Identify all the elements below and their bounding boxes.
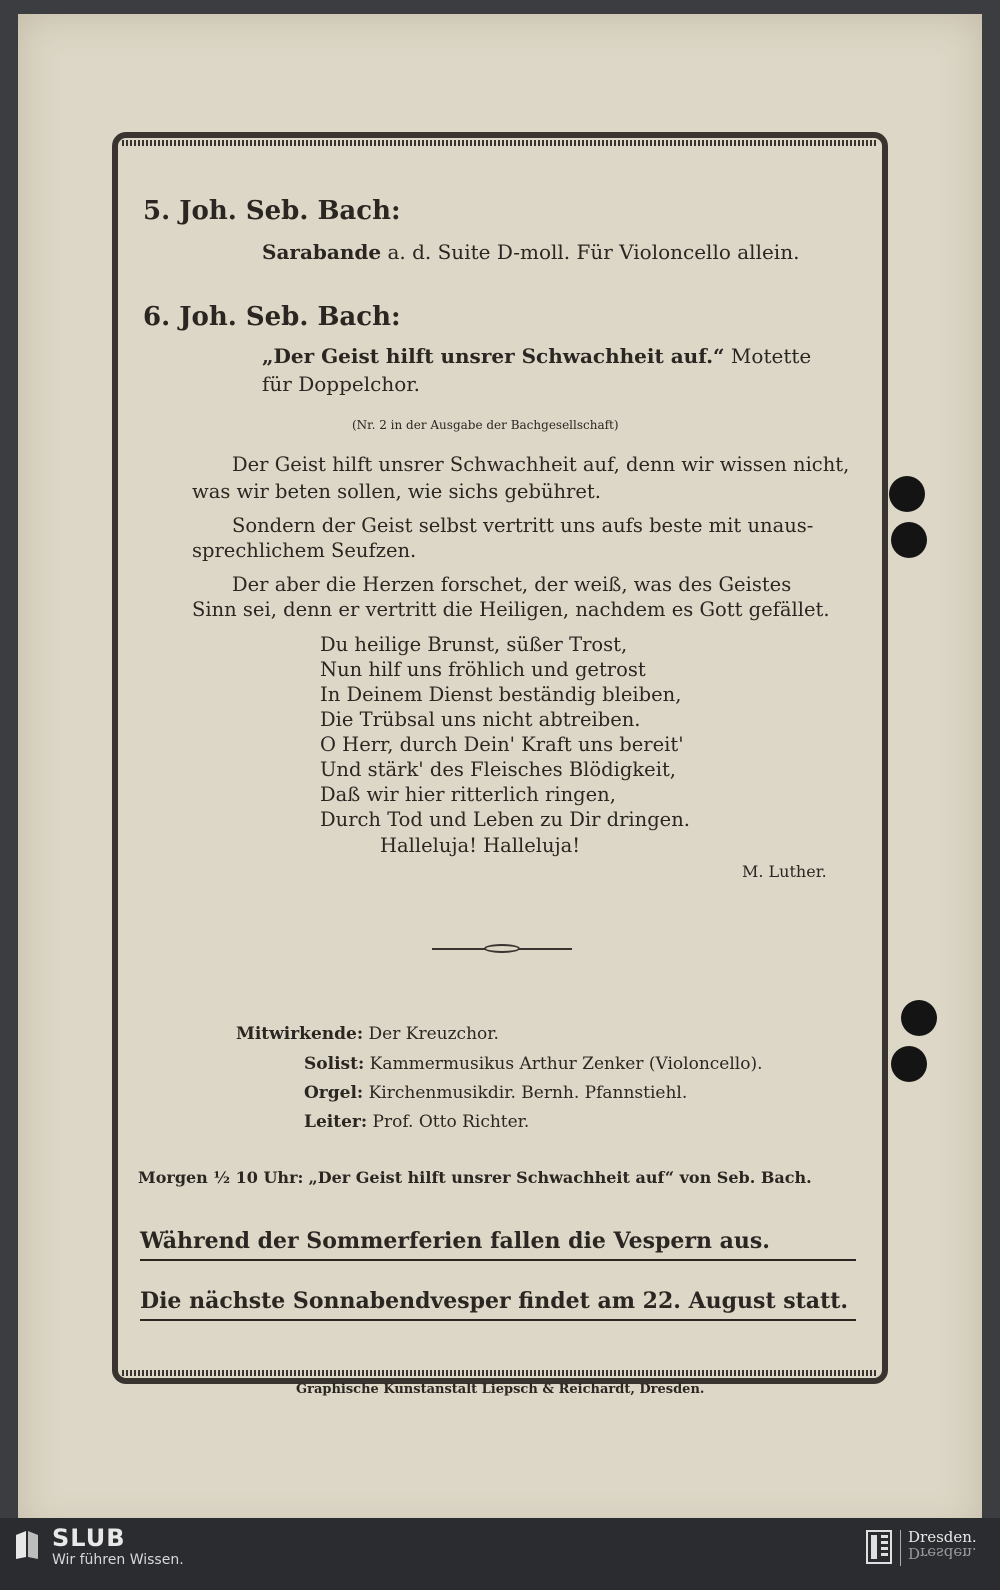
- leiter-value: Prof. Otto Richter.: [372, 1112, 530, 1132]
- verse-line: O Herr, durch Dein' Kraft uns bereit': [320, 733, 684, 756]
- author: M. Luther.: [742, 862, 827, 881]
- tomorrow-announcement: [138, 1168, 812, 1187]
- item6-note: (Nr. 2 in der Ausgabe der Bachgesellschaft): [352, 418, 619, 432]
- halleluja: Halleluja! Halleluja!: [380, 834, 581, 857]
- summer-announcement: Während der Sommerferien fallen die Vespern aus.: [140, 1228, 770, 1254]
- tomorrow-time: Morgen ½ 10 Uhr:: [138, 1168, 304, 1187]
- item6-title-bold: „Der Geist hilft unsrer Schwachheit auf.“: [262, 344, 725, 368]
- item5-heading: 5. Joh. Seb. Bach:: [143, 196, 401, 226]
- verse-line: Durch Tod und Leben zu Dir dringen.: [320, 808, 690, 831]
- orgel-value: Kirchenmusikdir. Bernh. Pfannstiehl.: [368, 1083, 688, 1103]
- item5-title: Sarabande: [262, 240, 382, 264]
- item6-title-rest: Motette: [730, 344, 812, 368]
- verse-line: Die Trübsal uns nicht abtreiben.: [320, 708, 641, 731]
- mitwirkende-value: Der Kreuzchor.: [368, 1024, 499, 1044]
- item5-line: [262, 240, 799, 264]
- dresden-crest-icon: [866, 1530, 892, 1564]
- item6-title-line1: [262, 344, 811, 368]
- item6-title-line2: für Doppelchor.: [262, 372, 420, 396]
- verse-line: Du heilige Brunst, süßer Trost,: [320, 633, 628, 656]
- orgel-label: Orgel:: [304, 1083, 364, 1103]
- next-vesper-announcement: Die nächste Sonnabendvesper findet am 22. August statt.: [140, 1288, 849, 1314]
- divider-ornament: [432, 944, 572, 954]
- para1-line1: Der Geist hilft unsrer Schwachheit auf, denn wir wissen nicht,: [232, 453, 850, 476]
- verse-line: Nun hilf uns fröhlich und getrost: [320, 658, 646, 681]
- orgel-line: [304, 1083, 687, 1103]
- dresden-name[interactable]: Dresden.: [908, 1528, 977, 1546]
- punch-hole: [891, 1046, 927, 1082]
- punch-hole: [891, 522, 927, 558]
- slub-tagline: Wir führen Wissen.: [52, 1552, 184, 1568]
- leiter-label: Leiter:: [304, 1112, 368, 1132]
- summer-underline: [140, 1259, 856, 1261]
- solist-value: Kammermusikus Arthur Zenker (Violoncello).: [369, 1054, 763, 1074]
- footer-bar: [0, 1518, 1000, 1590]
- para2-line2: sprechlichem Seufzen.: [192, 539, 417, 562]
- solist-line: [304, 1054, 763, 1074]
- para3-line2: Sinn sei, denn er vertritt die Heiligen, nachdem es Gott gefället.: [192, 598, 830, 621]
- leiter-line: [304, 1112, 529, 1132]
- para1-line2: was wir beten sollen, wie sichs gebühret.: [192, 480, 601, 503]
- solist-label: Solist:: [304, 1054, 365, 1074]
- next-vesper-underline: [140, 1319, 856, 1321]
- slub-book-icon: [14, 1529, 40, 1561]
- mitwirkende-label: Mitwirkende:: [236, 1024, 364, 1044]
- footer-separator: [900, 1530, 901, 1566]
- para2-line1: Sondern der Geist selbst vertritt uns aufs beste mit unaus-: [232, 514, 814, 537]
- verse-line: Daß wir hier ritterlich ringen,: [320, 783, 616, 806]
- printer-credit: Graphische Kunstanstalt Liepsch & Reichardt, Dresden.: [296, 1382, 705, 1397]
- verse-line: Und stärk' des Fleisches Blödigkeit,: [320, 758, 676, 781]
- slub-name[interactable]: SLUB: [52, 1524, 126, 1552]
- dresden-name-reflection: Dresden.: [908, 1544, 977, 1562]
- punch-hole: [901, 1000, 937, 1036]
- tomorrow-work: „Der Geist hilft unsrer Schwachheit auf“ von Seb. Bach.: [308, 1168, 812, 1187]
- verse-line: In Deinem Dienst beständig bleiben,: [320, 683, 682, 706]
- item6-heading: 6. Joh. Seb. Bach:: [143, 302, 401, 332]
- item5-detail: a. d. Suite D-moll. Für Violoncello allein.: [387, 240, 800, 264]
- para3-line1: Der aber die Herzen forschet, der weiß, was des Geistes: [232, 573, 792, 596]
- punch-hole: [889, 476, 925, 512]
- mitwirkende-line: [236, 1024, 499, 1044]
